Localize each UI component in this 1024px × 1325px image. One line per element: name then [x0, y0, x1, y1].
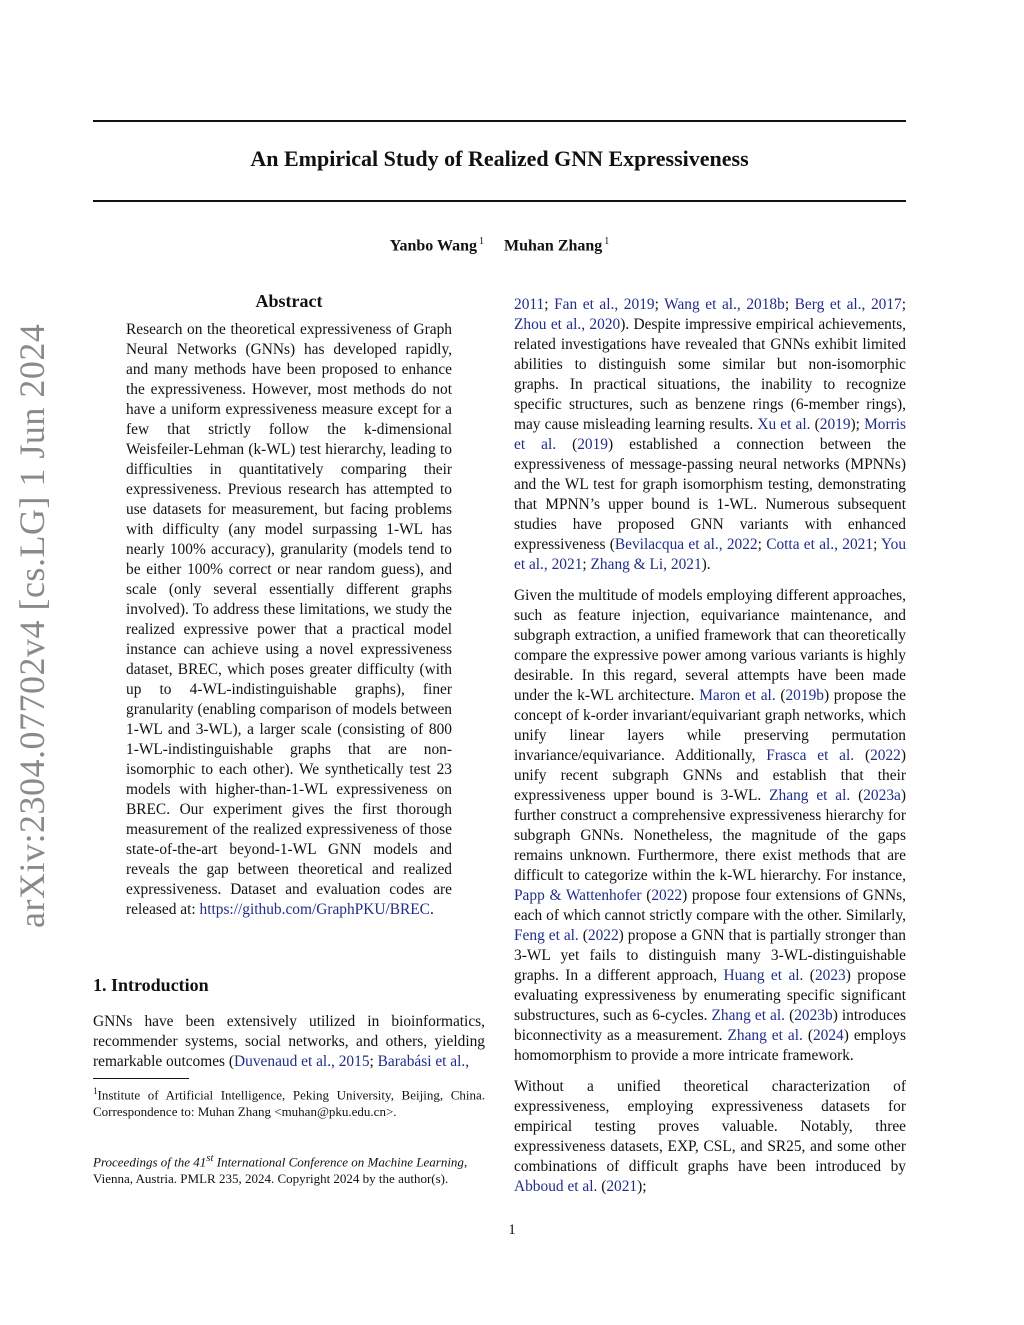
- conference-name: International Conference on Machine Learning: [213, 1154, 464, 1170]
- paragraph-text: );: [637, 1178, 647, 1195]
- citation[interactable]: Bevilacqua et al., 2022: [614, 536, 758, 553]
- citation-year[interactable]: 2019: [577, 436, 608, 453]
- citation[interactable]: Frasca et al.: [766, 747, 855, 764]
- page-number: 1: [508, 1222, 516, 1238]
- citation-year[interactable]: 2023b: [794, 1007, 833, 1024]
- paragraph: 2011; Fan et al., 2019; Wang et al., 2018b; Berg et al., 2017; Zhou et al., 2020). Despite impressive empirical achievements, related investigations have revealed that GNNs exhibit limited abilities to distinguish some similar but non-isomorphic graphs. In practical situations, the inability to recognize specific structures, such as benzene rings (6-member rings), may cause misleading learning results. Xu et al. (2019); Morris et al. (2019) established a connection between the expressiveness of message-passing neural networks (MPNNs) and the WL test for graph isomorphism testing, demonstrating that MPNN’s upper bound is 1-WL. Numerous subsequent studies have proposed GNN variants with enhanced expressiveness (Bevilacqua et al., 2022; Cotta et al., 2021; You et al., 2021; Zhang & Li, 2021).: [514, 296, 907, 573]
- citation[interactable]: Papp & Wattenhofer: [514, 887, 642, 904]
- intro-paragraph: GNNs have been extensively utilized in bioinformatics, recommender systems, social networks, and others, yielding remarkable outcomes (Duvenaud et al., 2015; Barabási et al.,: [93, 1013, 485, 1070]
- paragraph-text: ) propose evaluating expressiveness by enumerating specific significant substructures, such as 6-cycles.: [514, 967, 906, 1024]
- abstract-heading: Abstract: [255, 291, 323, 311]
- paragraph-text: ) introduces biconnectivity as a measurement.: [514, 1007, 906, 1044]
- citation[interactable]: Maron et al.: [699, 687, 776, 704]
- paragraph-text: ) further construct a comprehensive expressiveness hierarchy for subgraph GNNs. Nonetheless, the magnitude of the gaps remains unknown. Furthermore, there exist methods that are difficult to categorize within the k-WL hierarchy. For instance,: [514, 787, 906, 884]
- abstract-text-end: .: [429, 901, 434, 918]
- author-name: Yanbo Wang: [389, 237, 478, 255]
- proceedings-ordinal: st: [206, 1152, 214, 1164]
- author-affiliation: 1: [479, 236, 485, 247]
- footnote-text: Institute of Artificial Intelligence, Peking University, Beijing, China. Correspondence to: Muhan Zhang <muhan@pku.edu.cn>.: [93, 1087, 485, 1120]
- citation-year[interactable]: 2024: [812, 1027, 844, 1044]
- citation-year[interactable]: 2022: [587, 927, 619, 944]
- citation[interactable]: Zhang et al.: [711, 1007, 785, 1024]
- citation[interactable]: Xu et al.: [757, 416, 811, 433]
- paragraph-text: ) unify recent subgraph GNNs and establish that their expressiveness upper bound is 3-WL.: [514, 747, 906, 804]
- paragraph-text: ). Despite impressive empirical achievements, related investigations have revealed that GNNs exhibit limited abilities to distinguish some similar but non-isomorphic graphs. In practical situations, the inability to recognize specific structures, such as benzene rings (6-member rings), may cause misleading learning results.: [514, 316, 906, 433]
- citation-year[interactable]: 2022: [870, 747, 901, 764]
- dataset-link[interactable]: https://github.com/GraphPKU/BREC: [199, 901, 430, 918]
- citation[interactable]: Morris et al.: [514, 416, 906, 453]
- footnote-mark: 1: [93, 1086, 98, 1096]
- citation[interactable]: Zhang et al.: [727, 1027, 803, 1044]
- section-heading: 1. Introduction: [93, 975, 209, 995]
- arxiv-stamp: arXiv:2304.07702v4 [cs.LG] 1 Jun 2024: [12, 323, 52, 928]
- citation[interactable]: 2011: [514, 296, 545, 313]
- intro-text: GNNs have been extensively utilized in bioinformatics, recommender systems, social networks, and others, yielding remarkable outcomes (: [93, 1013, 485, 1070]
- citation[interactable]: Wang et al., 2018b: [664, 296, 785, 313]
- citation[interactable]: Feng et al.: [514, 927, 579, 944]
- paragraph-text: ) propose four extensions of GNNs, each of which cannot strictly compare with the other. Similarly,: [514, 887, 906, 924]
- author-affiliation: 1: [604, 236, 610, 247]
- footnote-rule: [93, 1078, 189, 1079]
- paragraph-text: ) propose the concept of k-order invariant/equivariant graph networks, which unify linear layers while preserving permutation invariance/equivariance. Additionally,: [514, 687, 906, 764]
- citation[interactable]: Duvenaud et al., 2015: [234, 1053, 370, 1070]
- paragraph-text: ) propose a GNN that is partially stronger than 3-WL yet fails to distinguish many 3-WL-distinguishable graphs. In a different approach,: [514, 927, 906, 984]
- paragraph: Given the multitude of models employing different approaches, such as feature injection, equivariance maintenance, and subgraph extraction, a unified framework that can theoretically compare the expressive power among various variants is highly desirable. In this regard, several attempts have been made under the k-WL architecture. Maron et al. (2019b) propose the concept of k-order invariant/equivariant graph networks, which unify linear layers while preserving permutation invariance/equivariance. Additionally, Frasca et al. (2022) unify recent subgraph GNNs and establish that their expressiveness upper bound is 3-WL. Zhang et al. (2023a) further construct a comprehensive expressiveness hierarchy for subgraph GNNs. Nonetheless, the magnitude of the gaps remains unknown. Furthermore, there exist methods that are difficult to categorize within the k-WL hierarchy. For instance, Papp & Wattenhofer (2022) propose four extensions of GNNs, each of which cannot strictly compare with the other. Similarly, Feng et al. (2022) propose a GNN that is partially stronger than 3-WL yet fails to distinguish many 3-WL-distinguishable graphs. In a different approach, Huang et al. (2023) propose evaluating expressiveness by enumerating specific significant substructures, such as 6-cycles. Zhang et al. (2023b) introduces biconnectivity as a measurement. Zhang et al. (2024) employs homomorphism to provide a more intricate framework.: [514, 587, 906, 1064]
- title-rule-top: [93, 120, 906, 122]
- proceedings-details: , Vienna, Austria. PMLR 235, 2024. Copyright 2024 by the author(s).: [93, 1154, 468, 1187]
- citation[interactable]: Abboud et al.: [514, 1178, 598, 1195]
- citation[interactable]: Huang et al.: [723, 967, 804, 984]
- citation[interactable]: You et al., 2021: [514, 536, 907, 573]
- citation-year[interactable]: 2022: [651, 887, 683, 904]
- citation[interactable]: Zhang & Li, 2021: [590, 556, 702, 573]
- paragraph-text: ) established a connection between the expressiveness of message-passing neural networks (MPNNs) and the WL test for graph isomorphism testing, demonstrating that MPNN’s upper bound is 1-WL. Numerous subsequent studies have proposed GNN variants with enhanced expressiveness (: [514, 436, 906, 553]
- citation-year[interactable]: 2023a: [863, 787, 901, 804]
- paragraph-text: ).: [701, 556, 711, 573]
- citation[interactable]: Barabási et al.,: [377, 1053, 470, 1070]
- citation-year[interactable]: 2019: [819, 416, 851, 433]
- title-rule-bottom: [93, 200, 906, 202]
- paragraph-text: ) employs homomorphism to provide a more intricate framework.: [514, 1027, 906, 1064]
- citation[interactable]: Berg et al., 2017: [794, 296, 902, 313]
- citation-year[interactable]: 2023: [814, 967, 846, 984]
- paper-title: An Empirical Study of Realized GNN Expressiveness: [250, 146, 749, 171]
- citation[interactable]: Zhang et al.: [769, 787, 851, 804]
- citation[interactable]: Fan et al., 2019: [554, 296, 655, 313]
- proceedings-note: [93, 1150, 485, 1187]
- abstract-text: Research on the theoretical expressiveness of Graph Neural Networks (GNNs) has developed rapidly, and many methods have been proposed to enhance the expressiveness. However, most methods do not have a uniform expressiveness measure except for a few that strictly follow the k-dimensional Weisfeiler-Lehman (k-WL) test hierarchy, leading to difficulties in quantitatively comparing their expressiveness. Previous research has attempted to use datasets for measurement, but facing problems with difficulty (any model surpassing 1-WL has nearly 100% accuracy), granularity (models tend to be either 100% correct or near random guess), and scale (only several essentially different graphs involved). To address these limitations, we study the realized expressive power that a practical model instance can achieve using a novel expressiveness dataset, BREC, which poses greater difficulty (with up to 4-WL-indistinguishable graphs), finer granularity (enabling comparison of models between 1-WL and 3-WL), a larger scale (consisting of 800 1-WL-indistinguishable graphs that are non-isomorphic to each other). We synthetically test 23 models with higher-than-1-WL expressiveness on BREC. Our experiment gives the first thorough measurement of the realized expressiveness of those state-of-the-art beyond-1-WL GNN models and reveals the gap between theoretical and realized expressiveness. Dataset and evaluation codes are released at:: [126, 321, 452, 918]
- proceedings-number: 41: [193, 1154, 207, 1170]
- author-list: [93, 236, 906, 255]
- right-column: [514, 295, 906, 1197]
- abstract-body: [126, 320, 452, 920]
- author-name: Muhan Zhang: [504, 237, 603, 255]
- citation-year[interactable]: 2019b: [785, 687, 824, 704]
- paragraph-text: Given the multitude of models employing different approaches, such as feature injection, equivariance maintenance, and subgraph extraction, a unified framework that can theoretically compare the expressive power among various variants is highly desirable. In this regard, several attempts have been made under the k-WL architecture.: [514, 587, 906, 704]
- citation[interactable]: Cotta et al., 2021: [766, 536, 874, 553]
- affiliation-footnote: [93, 1083, 485, 1120]
- citation[interactable]: Zhou et al., 2020: [514, 316, 621, 333]
- proceedings-prefix: Proceedings of the: [93, 1154, 194, 1170]
- paragraph: Without a unified theoretical characterization of expressiveness, employing expressiveness datasets for empirical testing proves valuable. Notably, three expressiveness datasets, EXP, CSL, and SR25, and some other combinations of difficult graphs have been introduced by Abboud et al. (2021);: [514, 1078, 906, 1195]
- citation-year[interactable]: 2021: [606, 1178, 638, 1195]
- paragraph-text: Without a unified theoretical characterization of expressiveness, employing expressiveness datasets for empirical testing proves valuable. Notably, three expressiveness datasets, EXP, CSL, and SR25, and some other combinations of difficult graphs have been introduced by: [514, 1078, 906, 1175]
